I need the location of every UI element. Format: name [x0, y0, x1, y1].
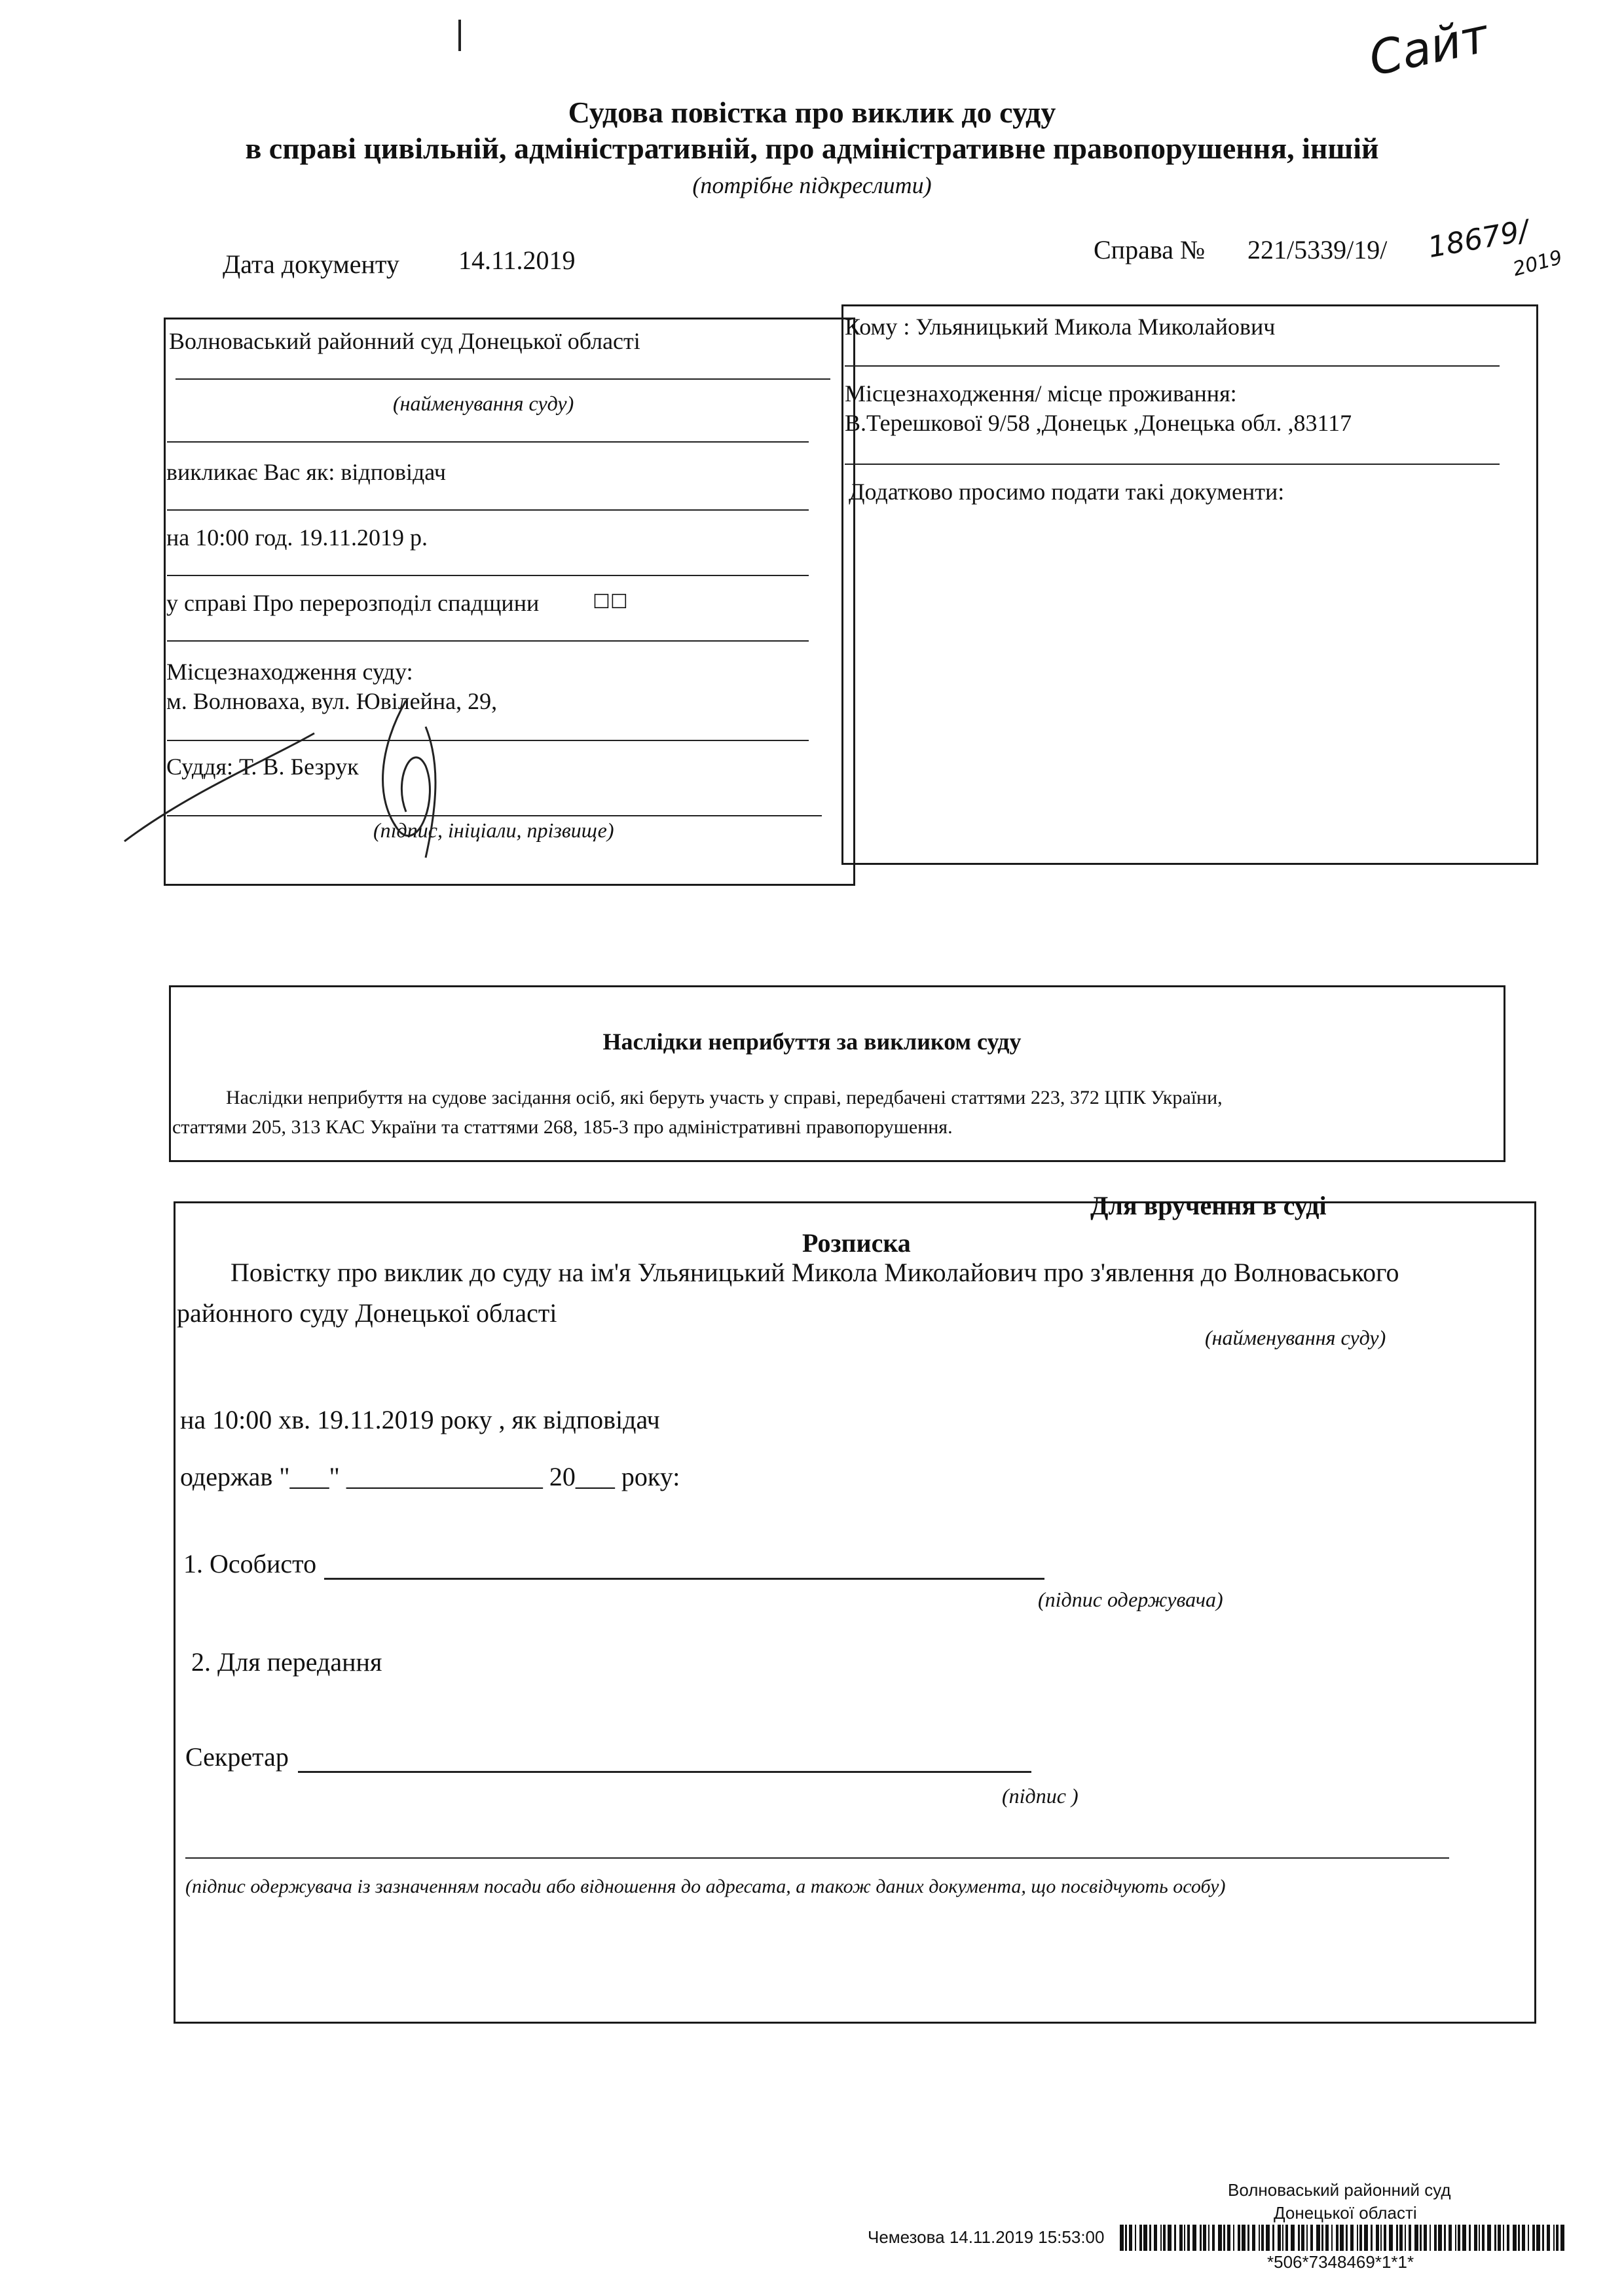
document-title: Судова повістка про виклик до суду	[568, 96, 1056, 129]
barcode-bar	[1434, 2225, 1437, 2251]
barcode-bar	[1430, 2225, 1431, 2251]
hearing-time: на 10:00 год. 19.11.2019 р.	[166, 524, 428, 551]
barcode-bar	[1325, 2225, 1329, 2251]
barcode-bar	[1208, 2225, 1209, 2251]
barcode-bar	[1218, 2225, 1222, 2251]
barcode-bar	[1336, 2225, 1338, 2251]
barcode-bar	[1542, 2225, 1544, 2251]
barcode-bar	[1556, 2225, 1559, 2251]
recipient: Кому : Ульяницький Микола Миколайович	[845, 314, 1276, 340]
barcode-bar	[1438, 2225, 1442, 2251]
case-subject: у справі Про перерозподіл спадщини	[166, 590, 540, 616]
barcode-bar	[1498, 2225, 1501, 2251]
barcode-bar	[1547, 2225, 1550, 2251]
barcode-bar	[1396, 2225, 1398, 2251]
barcode-bar	[1272, 2225, 1274, 2251]
barcode-bar	[1192, 2225, 1196, 2251]
secretary-label: Секретар	[185, 1742, 289, 1772]
barcode-bar	[1184, 2225, 1185, 2251]
barcode-bar	[1212, 2225, 1215, 2251]
divider	[845, 464, 1500, 465]
barcode-bar	[1449, 2225, 1452, 2251]
barcode-bar	[1455, 2225, 1456, 2251]
barcode-bar	[1125, 2225, 1127, 2251]
title-note: (потрібне підкреслити)	[692, 172, 932, 198]
judge-name: Суддя: Т. В. Безрук	[166, 754, 359, 780]
barcode-bar	[1200, 2225, 1202, 2251]
barcode-bar	[1513, 2225, 1517, 2251]
barcode-bar	[1553, 2225, 1555, 2251]
barcode-bar	[1518, 2225, 1520, 2251]
consequences-title: Наслідки неприбуття за викликом суду	[602, 1029, 1022, 1055]
recipient-address: В.Терешкової 9/58 ,Донецьк ,Донецька обл. ,83117	[845, 410, 1352, 436]
barcode-bar	[1129, 2225, 1132, 2251]
bottom-signature-line	[185, 1857, 1449, 1859]
barcode-bar	[1316, 2225, 1320, 2251]
case-number: 221/5339/19/	[1247, 235, 1388, 264]
barcode-bar	[1321, 2225, 1323, 2251]
barcode-bar	[1560, 2225, 1564, 2251]
barcode-bar	[1350, 2225, 1354, 2251]
barcode-bar	[1203, 2225, 1206, 2251]
barcode-bar	[1528, 2225, 1529, 2251]
barcode-bar	[1278, 2225, 1281, 2251]
barcode-bar	[1135, 2225, 1136, 2251]
divider	[167, 509, 809, 511]
court-name-caption: (найменування суду)	[393, 392, 574, 415]
received-date-line: одержав "___" _______________ 20___ року:	[180, 1462, 680, 1491]
barcode-bar	[1187, 2225, 1190, 2251]
bottom-caption: (підпис одержувача із зазначенням посади або відношення до адресата, а також даних документа, що посвідчують особу)	[185, 1876, 1226, 1897]
footer-stamp: Чемезова 14.11.2019 15:53:00	[868, 2227, 1105, 2247]
barcode-bar	[1364, 2225, 1368, 2251]
barcode-bar	[1163, 2225, 1166, 2251]
barcode-bar	[1285, 2225, 1288, 2251]
court-address: м. Волноваха, вул. Ювілейна, 29,	[166, 688, 498, 714]
receipt-line-1: Повістку про виклик до суду на ім'я Ульяницький Микола Миколайович про з'явлення до Волноваського	[231, 1258, 1399, 1287]
receipt-title: Розписка	[802, 1228, 911, 1258]
date-label: Дата документу	[223, 249, 399, 279]
scan-mark	[458, 20, 461, 51]
barcode-bar	[1462, 2225, 1466, 2251]
court-name-underline	[175, 378, 830, 380]
barcode-bar	[1482, 2225, 1485, 2251]
barcode-bar	[1174, 2225, 1176, 2251]
handwritten-case-number: 18679/	[1425, 213, 1532, 265]
barcode-bar	[1479, 2225, 1480, 2251]
receipt-court-caption: (найменування суду)	[1205, 1326, 1386, 1349]
barcode-bar	[1306, 2225, 1308, 2251]
footer-court-line-1: Волноваський районний суд	[1228, 2180, 1451, 2200]
case-label: Справа №	[1094, 235, 1206, 264]
barcode-bar	[1458, 2225, 1460, 2251]
barcode-bar	[1371, 2225, 1373, 2251]
barcode-text: *506*7348469*1*1*	[1267, 2252, 1414, 2272]
barcode-bar	[1223, 2225, 1225, 2251]
for-court-label: Для вручення в суді	[1090, 1191, 1327, 1220]
consequences-text-1: Наслідки неприбуття на судове засідання осіб, які беруть участь у справі, передбачені статтями 223, 372 ЦПК України,	[226, 1087, 1223, 1108]
handwritten-note: Сайт	[1364, 7, 1493, 87]
court-location-label: Місцезнаходження суду:	[166, 659, 413, 685]
barcode-bar	[1522, 2225, 1525, 2251]
barcode-bar	[1139, 2225, 1142, 2251]
barcode-bar	[1160, 2225, 1162, 2251]
barcode-bar	[1357, 2225, 1358, 2251]
barcode-bar	[1536, 2225, 1540, 2251]
barcode-bar	[1247, 2225, 1249, 2251]
barcode-bar	[1252, 2225, 1255, 2251]
barcode-bar	[1389, 2225, 1393, 2251]
barcode-bar	[1359, 2225, 1362, 2251]
barcode-bar	[1227, 2225, 1230, 2251]
barcode-bar	[1238, 2225, 1240, 2251]
barcode-bar	[1444, 2225, 1446, 2251]
barcode-bar	[1340, 2225, 1344, 2251]
barcode-bar	[1242, 2225, 1246, 2251]
recipient-signature-caption: (підпис одержувача)	[1038, 1588, 1223, 1611]
document-subtitle: в справі цивільній, адміністративній, про адміністративне правопорушення, іншій	[245, 132, 1379, 165]
barcode-bar	[1384, 2225, 1386, 2251]
barcode-bar	[1474, 2225, 1477, 2251]
barcode-bar	[1261, 2225, 1264, 2251]
barcode-bar	[1409, 2225, 1411, 2251]
barcode-bar	[1487, 2225, 1491, 2251]
footer-court-line-2: Донецької області	[1274, 2203, 1417, 2223]
barcode-bar	[1532, 2225, 1535, 2251]
signature-caption: (підпис, ініціали, прізвище)	[373, 818, 614, 842]
barcode-bar	[1503, 2225, 1504, 2251]
unknown-glyph-box: ☐☐	[593, 591, 628, 613]
barcode-bar	[1266, 2225, 1270, 2251]
barcode-bar	[1507, 2225, 1509, 2251]
barcode-bar	[1282, 2225, 1283, 2251]
barcode-bar	[1168, 2225, 1172, 2251]
barcode-bar	[1291, 2225, 1295, 2251]
barcode-bar	[1179, 2225, 1183, 2251]
barcode-bar	[1420, 2225, 1422, 2251]
barcode-bar	[1149, 2225, 1151, 2251]
barcode-bar	[1424, 2225, 1427, 2251]
receipt-time: на 10:00 хв. 19.11.2019 року , як відповідач	[180, 1405, 660, 1434]
court-name: Волноваський районний суд Донецької області	[169, 328, 640, 354]
date-value: 14.11.2019	[458, 246, 576, 275]
barcode-bar	[1233, 2225, 1234, 2251]
barcode-bar	[1301, 2225, 1304, 2251]
barcode-bar	[1494, 2225, 1496, 2251]
judge-signature	[98, 687, 557, 871]
personally-label: 1. Особисто	[183, 1549, 317, 1578]
divider	[845, 365, 1500, 367]
consequences-text-2: статтями 205, 313 КАС України та статтями 268, 185-3 про адміністративні правопорушення.	[172, 1116, 953, 1138]
divider	[167, 441, 809, 443]
barcode-bar	[1380, 2225, 1382, 2251]
barcode-bar	[1143, 2225, 1147, 2251]
summons-as: викликає Вас як: відповідач	[166, 459, 446, 485]
barcode-bar	[1120, 2225, 1124, 2251]
divider	[167, 640, 809, 642]
barcode-bar	[1405, 2225, 1406, 2251]
barcode-bar	[1310, 2225, 1313, 2251]
recipient-location-label: Місцезнаходження/ місце проживання:	[845, 380, 1237, 407]
barcode-bar	[1399, 2225, 1403, 2251]
divider	[167, 575, 809, 576]
barcode-bar	[1154, 2225, 1157, 2251]
secretary-signature-line	[298, 1771, 1031, 1773]
barcode-bar	[1331, 2225, 1333, 2251]
documents-label: Додатково просимо подати такі документи:	[849, 479, 1285, 505]
barcode-bar	[1346, 2225, 1348, 2251]
transfer-label: 2. Для передання	[191, 1647, 382, 1677]
personally-signature-line	[324, 1578, 1044, 1580]
barcode	[1120, 2225, 1572, 2251]
secretary-signature-caption: (підпис )	[1002, 1784, 1079, 1808]
barcode-bar	[1376, 2225, 1379, 2251]
barcode-bar	[1259, 2225, 1260, 2251]
handwritten-case-year: 2019	[1510, 246, 1565, 282]
barcode-bar	[1414, 2225, 1418, 2251]
barcode-bar	[1469, 2225, 1471, 2251]
barcode-bar	[1298, 2225, 1300, 2251]
receipt-line-2: районного суду Донецької області	[177, 1298, 557, 1328]
